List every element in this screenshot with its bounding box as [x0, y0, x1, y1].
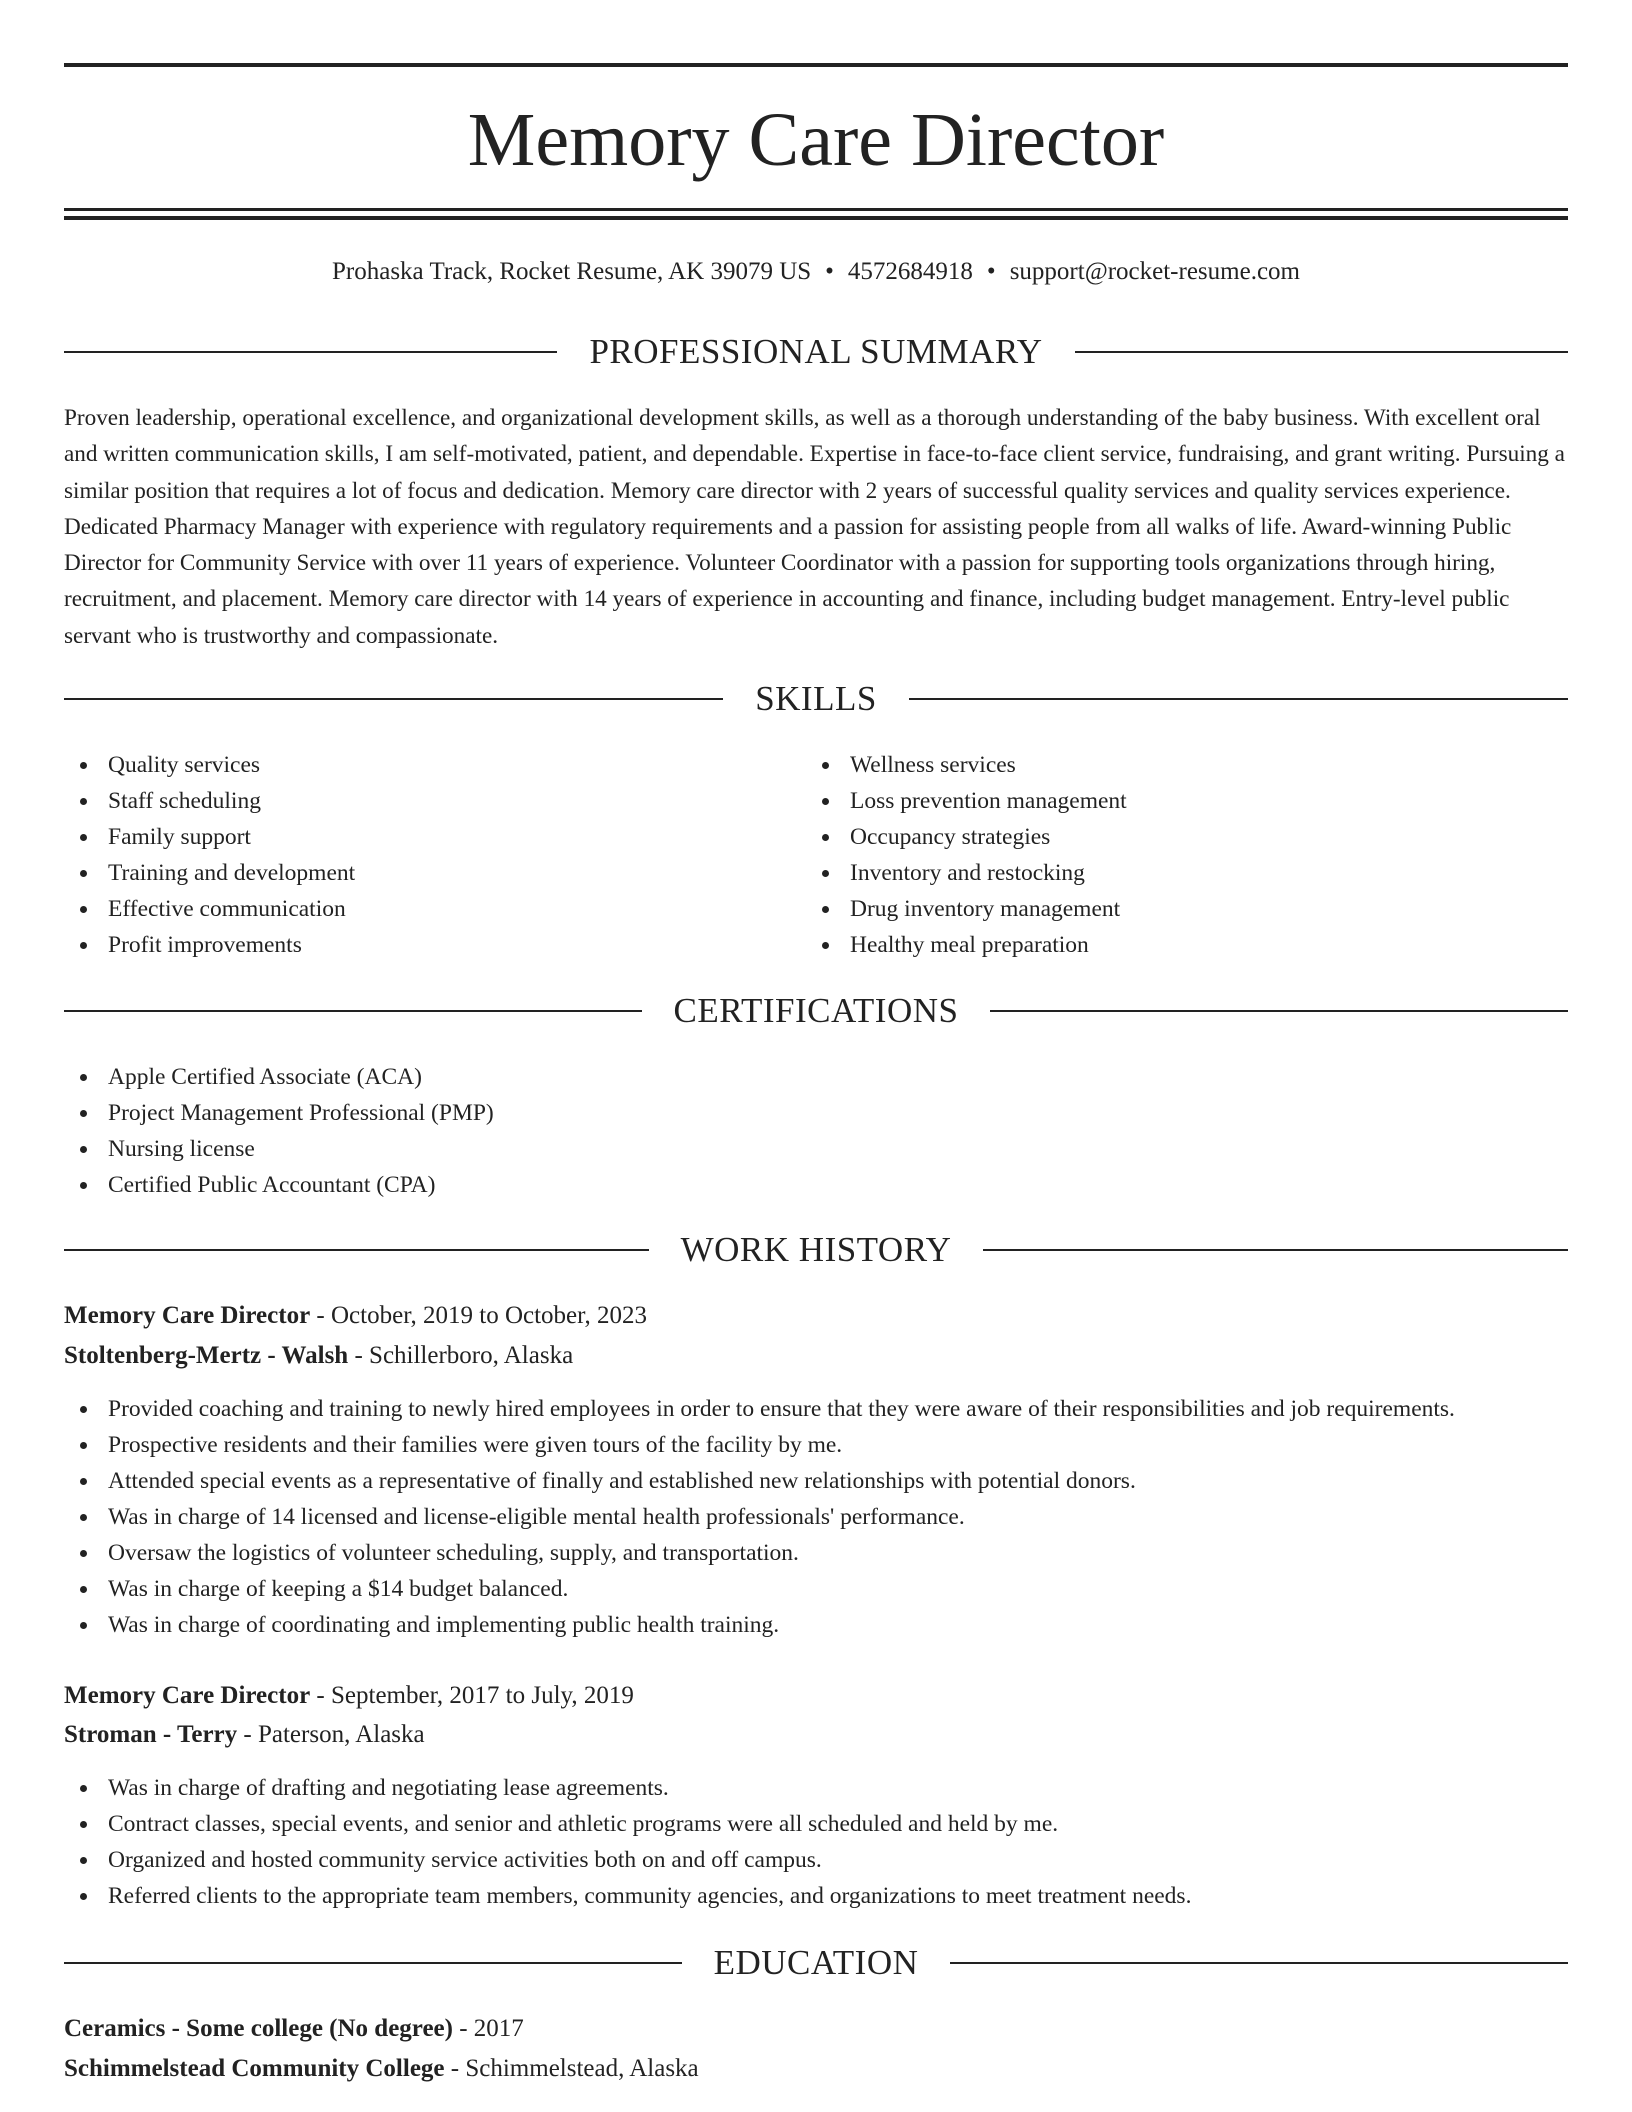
certifications-section-header: [64, 989, 1568, 1033]
duty-item: Was in charge of 14 licensed and license-eligible mental health professionals' performance.: [64, 1499, 1592, 1535]
skill-item: Healthy meal preparation: [806, 927, 1506, 963]
contact-separator: •: [986, 258, 996, 285]
duty-item: Referred clients to the appropriate team members, community agencies, and organizations to meet treatment needs.: [64, 1878, 1592, 1914]
skill-item: Occupancy strategies: [806, 819, 1506, 855]
skill-item: Drug inventory management: [806, 891, 1506, 927]
contact-address: Prohaska Track, Rocket Resume, AK 39079 US: [332, 258, 812, 285]
skill-item: Profit improvements: [64, 927, 764, 963]
section-rule-right: [983, 1249, 1568, 1251]
section-rule-left: [64, 351, 557, 353]
certification-item: Project Management Professional (PMP): [64, 1095, 964, 1131]
job-2-company-line: [64, 1716, 1568, 1754]
education-location: - Schimmelstead, Alaska: [444, 2055, 699, 2082]
section-rule-left: [64, 1249, 649, 1251]
certification-item: Certified Public Accountant (CPA): [64, 1167, 964, 1203]
duty-item: Organized and hosted community service activities both on and off campus.: [64, 1842, 1592, 1878]
education-degree-line: [64, 2010, 1568, 2048]
summary-text: Proven leadership, operational excellence, and organizational development skills, as well as a thorough understanding of the baby business. With excellent oral and written communication skills, I am self-motivated, patient, and dependable. Expertise in face-to-face client service, fundraising, and grant writing. Pursuing a similar position that requires a lot of focus and dedication. Memory care director with 2 years of successful quality services and quality services experience. Dedicated Pharmacy Manager with experience with regulatory requirements and a passion for assisting people from all walks of life. Award-winning Public Director for Community Service with over 11 years of experience. Volunteer Coordinator with a passion for supporting tools organizations through hiring, recruitment, and placement. Memory care director with 14 years of experience in accounting and finance, including budget management. Entry-level public servant who is trustworthy and compassionate.: [64, 405, 1565, 649]
duty-item: Was in charge of keeping a $14 budget balanced.: [64, 1571, 1592, 1607]
section-rule-left: [64, 698, 723, 700]
skill-item: Quality services: [64, 747, 764, 783]
contact-email: support@rocket-resume.com: [1009, 258, 1300, 285]
work-history-heading: WORK HISTORY: [680, 1230, 952, 1269]
summary-heading: PROFESSIONAL SUMMARY: [589, 332, 1043, 371]
education-school-line: [64, 2050, 1568, 2088]
contact-phone: 4572684918: [847, 258, 973, 285]
education-school: Schimmelstead Community College: [64, 2055, 445, 2082]
skills-heading: SKILLS: [755, 679, 877, 718]
education-year: - 2017: [452, 2015, 524, 2042]
certifications-heading: CERTIFICATIONS: [673, 991, 959, 1030]
job-title: Memory Care Director: [64, 1302, 311, 1329]
contact-separator: •: [825, 258, 834, 285]
top-rule: [64, 63, 1568, 67]
skill-item: Staff scheduling: [64, 783, 764, 819]
job-location: - Schillerboro, Alaska: [348, 1342, 574, 1369]
resume-title: Memory Care Director: [467, 98, 1165, 182]
section-rule-left: [64, 1962, 682, 1964]
duty-item: Oversaw the logistics of volunteer scheduling, supply, and transportation.: [64, 1535, 1592, 1571]
job-dates: - October, 2019 to October, 2023: [310, 1302, 647, 1329]
skill-item: Family support: [64, 819, 764, 855]
duty-item: Was in charge of coordinating and implementing public health training.: [64, 1607, 1592, 1643]
job-2-duties: [64, 1770, 1592, 1914]
certification-item: Apple Certified Associate (ACA): [64, 1059, 964, 1095]
duty-item: Contract classes, special events, and senior and athletic programs were all scheduled and held by me.: [64, 1806, 1592, 1842]
work-history-section-header: [64, 1228, 1568, 1272]
skill-item: Inventory and restocking: [806, 855, 1506, 891]
skill-item: Effective communication: [64, 891, 764, 927]
job-title: Memory Care Director: [64, 1682, 311, 1709]
duty-item: Prospective residents and their families were given tours of the facility by me.: [64, 1427, 1592, 1463]
education-section-header: [64, 1941, 1568, 1985]
skills-list-right: [806, 747, 1506, 963]
job-1-title-line: [64, 1297, 1568, 1335]
job-company: Stoltenberg-Mertz - Walsh: [64, 1342, 349, 1369]
skills-section-header: [64, 677, 1568, 721]
job-1-duties: [64, 1391, 1592, 1643]
certification-item: Nursing license: [64, 1131, 964, 1167]
duty-item: Attended special events as a representative of finally and established new relationships with potential donors.: [64, 1463, 1592, 1499]
job-company: Stroman - Terry: [64, 1721, 238, 1748]
section-rule-right: [990, 1010, 1568, 1012]
skills-list-left: [64, 747, 764, 963]
section-rule-left: [64, 1010, 642, 1012]
summary-section-header: [64, 330, 1568, 374]
education-heading: EDUCATION: [713, 1943, 919, 1982]
section-rule-right: [1075, 351, 1568, 353]
job-location: - Paterson, Alaska: [237, 1721, 425, 1748]
skill-item: Wellness services: [806, 747, 1506, 783]
section-rule-right: [950, 1962, 1568, 1964]
skill-item: Loss prevention management: [806, 783, 1506, 819]
job-2-title-line: [64, 1677, 1568, 1715]
duty-item: Was in charge of drafting and negotiating lease agreements.: [64, 1770, 1592, 1806]
contact-line: [64, 252, 1568, 292]
section-rule-right: [909, 698, 1568, 700]
job-1-company-line: [64, 1337, 1568, 1375]
duty-item: Provided coaching and training to newly hired employees in order to ensure that they were aware of their responsibilities and job requirements.: [64, 1391, 1592, 1427]
certifications-list: [64, 1059, 964, 1203]
education-degree: Ceramics - Some college (No degree): [64, 2015, 453, 2042]
job-dates: - September, 2017 to July, 2019: [310, 1682, 634, 1709]
skill-item: Training and development: [64, 855, 764, 891]
title-double-rule: [64, 208, 1568, 220]
